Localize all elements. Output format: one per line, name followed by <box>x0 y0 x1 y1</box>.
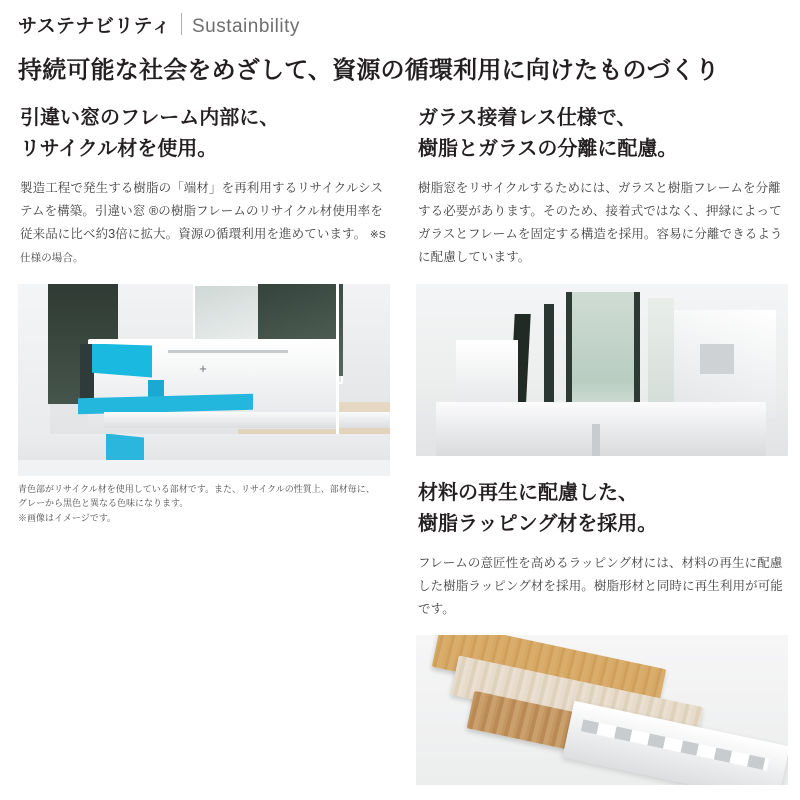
right-bottom-block-title <box>418 478 788 540</box>
kicker-divider <box>181 13 182 35</box>
left-block-title-line1: 引違い窓のフレーム内部に、 <box>20 107 280 129</box>
glass-inner-pane <box>648 298 674 414</box>
left-block-title-line2: リサイクル材を使用。 <box>20 138 218 160</box>
caption-line-1: 青色部がリサイクル材を使用している部材です。また、リサイクルの性質上、部材毎に、 <box>18 483 375 494</box>
left-block-title <box>20 103 390 165</box>
left-block-body-text: 製造工程で発生する樹脂の「端材」を再利用するリサイクルシステムを構築。引違い窓 ®の樹脂フレームのリサイクル材使用率を従来品に比べ約3倍に拡大。資源の循環利用を進めています。 <box>20 181 383 242</box>
right-bottom-block-body: フレームの意匠性を高めるラッピング材には、材料の再生に配慮した樹脂ラッピング材を採用。樹脂形材と同時に再生利用が可能です。 <box>418 555 783 616</box>
frame-vertical-edge <box>336 284 339 434</box>
caption-line-2: グレーから黒色と異なる色味になります。 <box>18 498 189 509</box>
insulated-glass-unit <box>566 292 640 418</box>
frame-base-lower <box>18 460 390 476</box>
page-header <box>0 0 800 85</box>
frame-notch <box>700 344 734 374</box>
frame-sill-surface <box>104 412 390 428</box>
glazing-bead-detail-photo <box>416 284 788 456</box>
page-title: 持続可能な社会をめざして、資源の循環利用に向けたものづくり <box>18 57 720 84</box>
recycled-material-highlight-a <box>92 344 152 378</box>
right-bottom-block-title-line1: 材料の再生に配慮した、 <box>418 481 638 504</box>
kicker-row <box>18 10 782 38</box>
left-block-body <box>20 177 390 270</box>
caption-line-3: ※画像はイメージです。 <box>18 513 117 524</box>
kicker-english: Sustainbility <box>191 16 300 37</box>
right-top-block-title <box>418 103 788 165</box>
left-block-body-note: ※S仕様の場合。 <box>20 229 386 265</box>
left-column <box>18 103 390 785</box>
resin-frame-bottom <box>436 402 766 456</box>
screw-head-icon: + <box>199 360 207 376</box>
right-top-block-title-line2: 樹脂とガラスの分離に配慮。 <box>418 138 678 160</box>
content-columns <box>0 103 800 785</box>
wood-grain-wrapping-boards-photo <box>416 635 788 785</box>
right-top-block-body: 樹脂窓をリサイクルするためには、ガラスと樹脂フレームを分離する必要があります。そのため、接着式ではなく、押縁によってガラスとフレームを固定する構造を採用。容易に分離できるように配慮しています。 <box>418 181 783 265</box>
right-bottom-block-title-line2: 樹脂ラッピング材を採用。 <box>418 512 658 535</box>
kicker-japanese: サステナビリティ <box>18 16 171 37</box>
right-column <box>416 103 788 785</box>
frame-stem <box>592 424 600 456</box>
frame-joint-line <box>168 350 288 353</box>
right-top-block-title-line1: ガラス接着レス仕様で、 <box>418 107 637 129</box>
left-photo-caption <box>18 482 390 527</box>
window-frame-cutaway-photo <box>18 284 390 476</box>
